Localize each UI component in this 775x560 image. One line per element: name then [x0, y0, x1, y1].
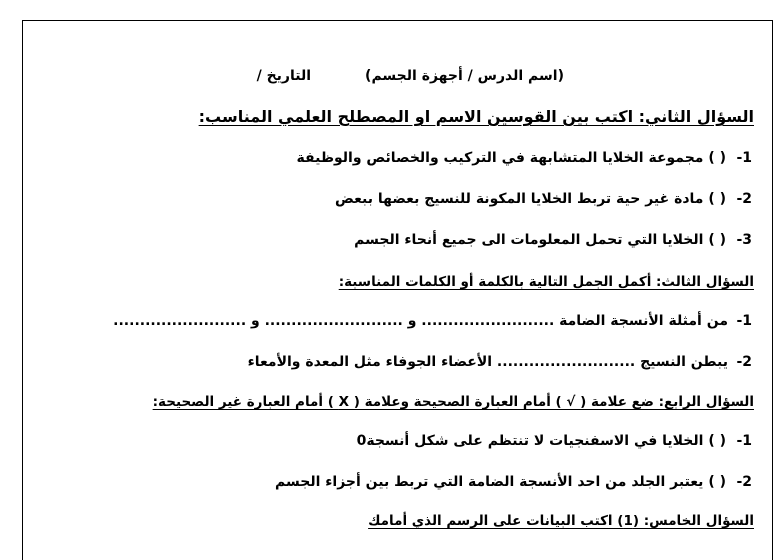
- q2-item-1-number: 1-: [736, 150, 752, 166]
- q3-item-1-text: من أمثلة الأنسجة الضامة ......................... و .......................... و .........................: [113, 313, 728, 329]
- q4-item-1-number: 1-: [736, 433, 752, 449]
- question-2-title: السؤال الثاني: اكتب بين القوسين الاسم او المصطلح العلمي المناسب:: [198, 107, 754, 126]
- lesson-title: (اسم الدرس / أجهزة الجسم): [365, 68, 564, 84]
- q4-item-2-text: ( ) يعتبر الجلد من احد الأنسجة الضامة التي تربط بين أجزاء الجسم: [275, 474, 726, 490]
- q2-item-3-text: ( ) الخلايا التي تحمل المعلومات الى جميع أنحاء الجسم: [354, 232, 726, 248]
- q3-item-2-number: 2-: [736, 354, 752, 370]
- q3-item-1-number: 1-: [736, 313, 752, 329]
- date-label: التاريخ /: [256, 68, 311, 84]
- q2-item-2-text: ( ) مادة غير حية تربط الخلايا المكونة للنسيج بعضها ببعض: [335, 191, 726, 207]
- question-5-title: السؤال الخامس: (1) اكتب البيانات على الرسم الذي أمامك: [368, 513, 754, 529]
- question-3-title: السؤال الثالث: أكمل الجمل التالية بالكلمة أو الكلمات المناسبة:: [338, 274, 754, 290]
- q3-item-2-text: يبطن النسيج .......................... الأعضاء الجوفاء مثل المعدة والأمعاء: [247, 354, 728, 370]
- q4-item-2-number: 2-: [736, 474, 752, 490]
- q2-item-2-number: 2-: [736, 191, 752, 207]
- worksheet-page: [22, 20, 773, 560]
- q4-item-1-text: ( ) الخلايا في الاسفنجيات لا تنتظم على شكل أنسجة0: [356, 433, 726, 449]
- q2-item-3-number: 3-: [736, 232, 752, 248]
- question-4-title: السؤال الرابع: ضع علامة ( √ ) أمام العبارة الصحيحة وعلامة ( X ) أمام العبارة غير الصحيحة:: [152, 394, 754, 410]
- q2-item-1-text: ( ) مجموعة الخلايا المتشابهة في التركيب والخصائص والوظيفة: [296, 150, 726, 166]
